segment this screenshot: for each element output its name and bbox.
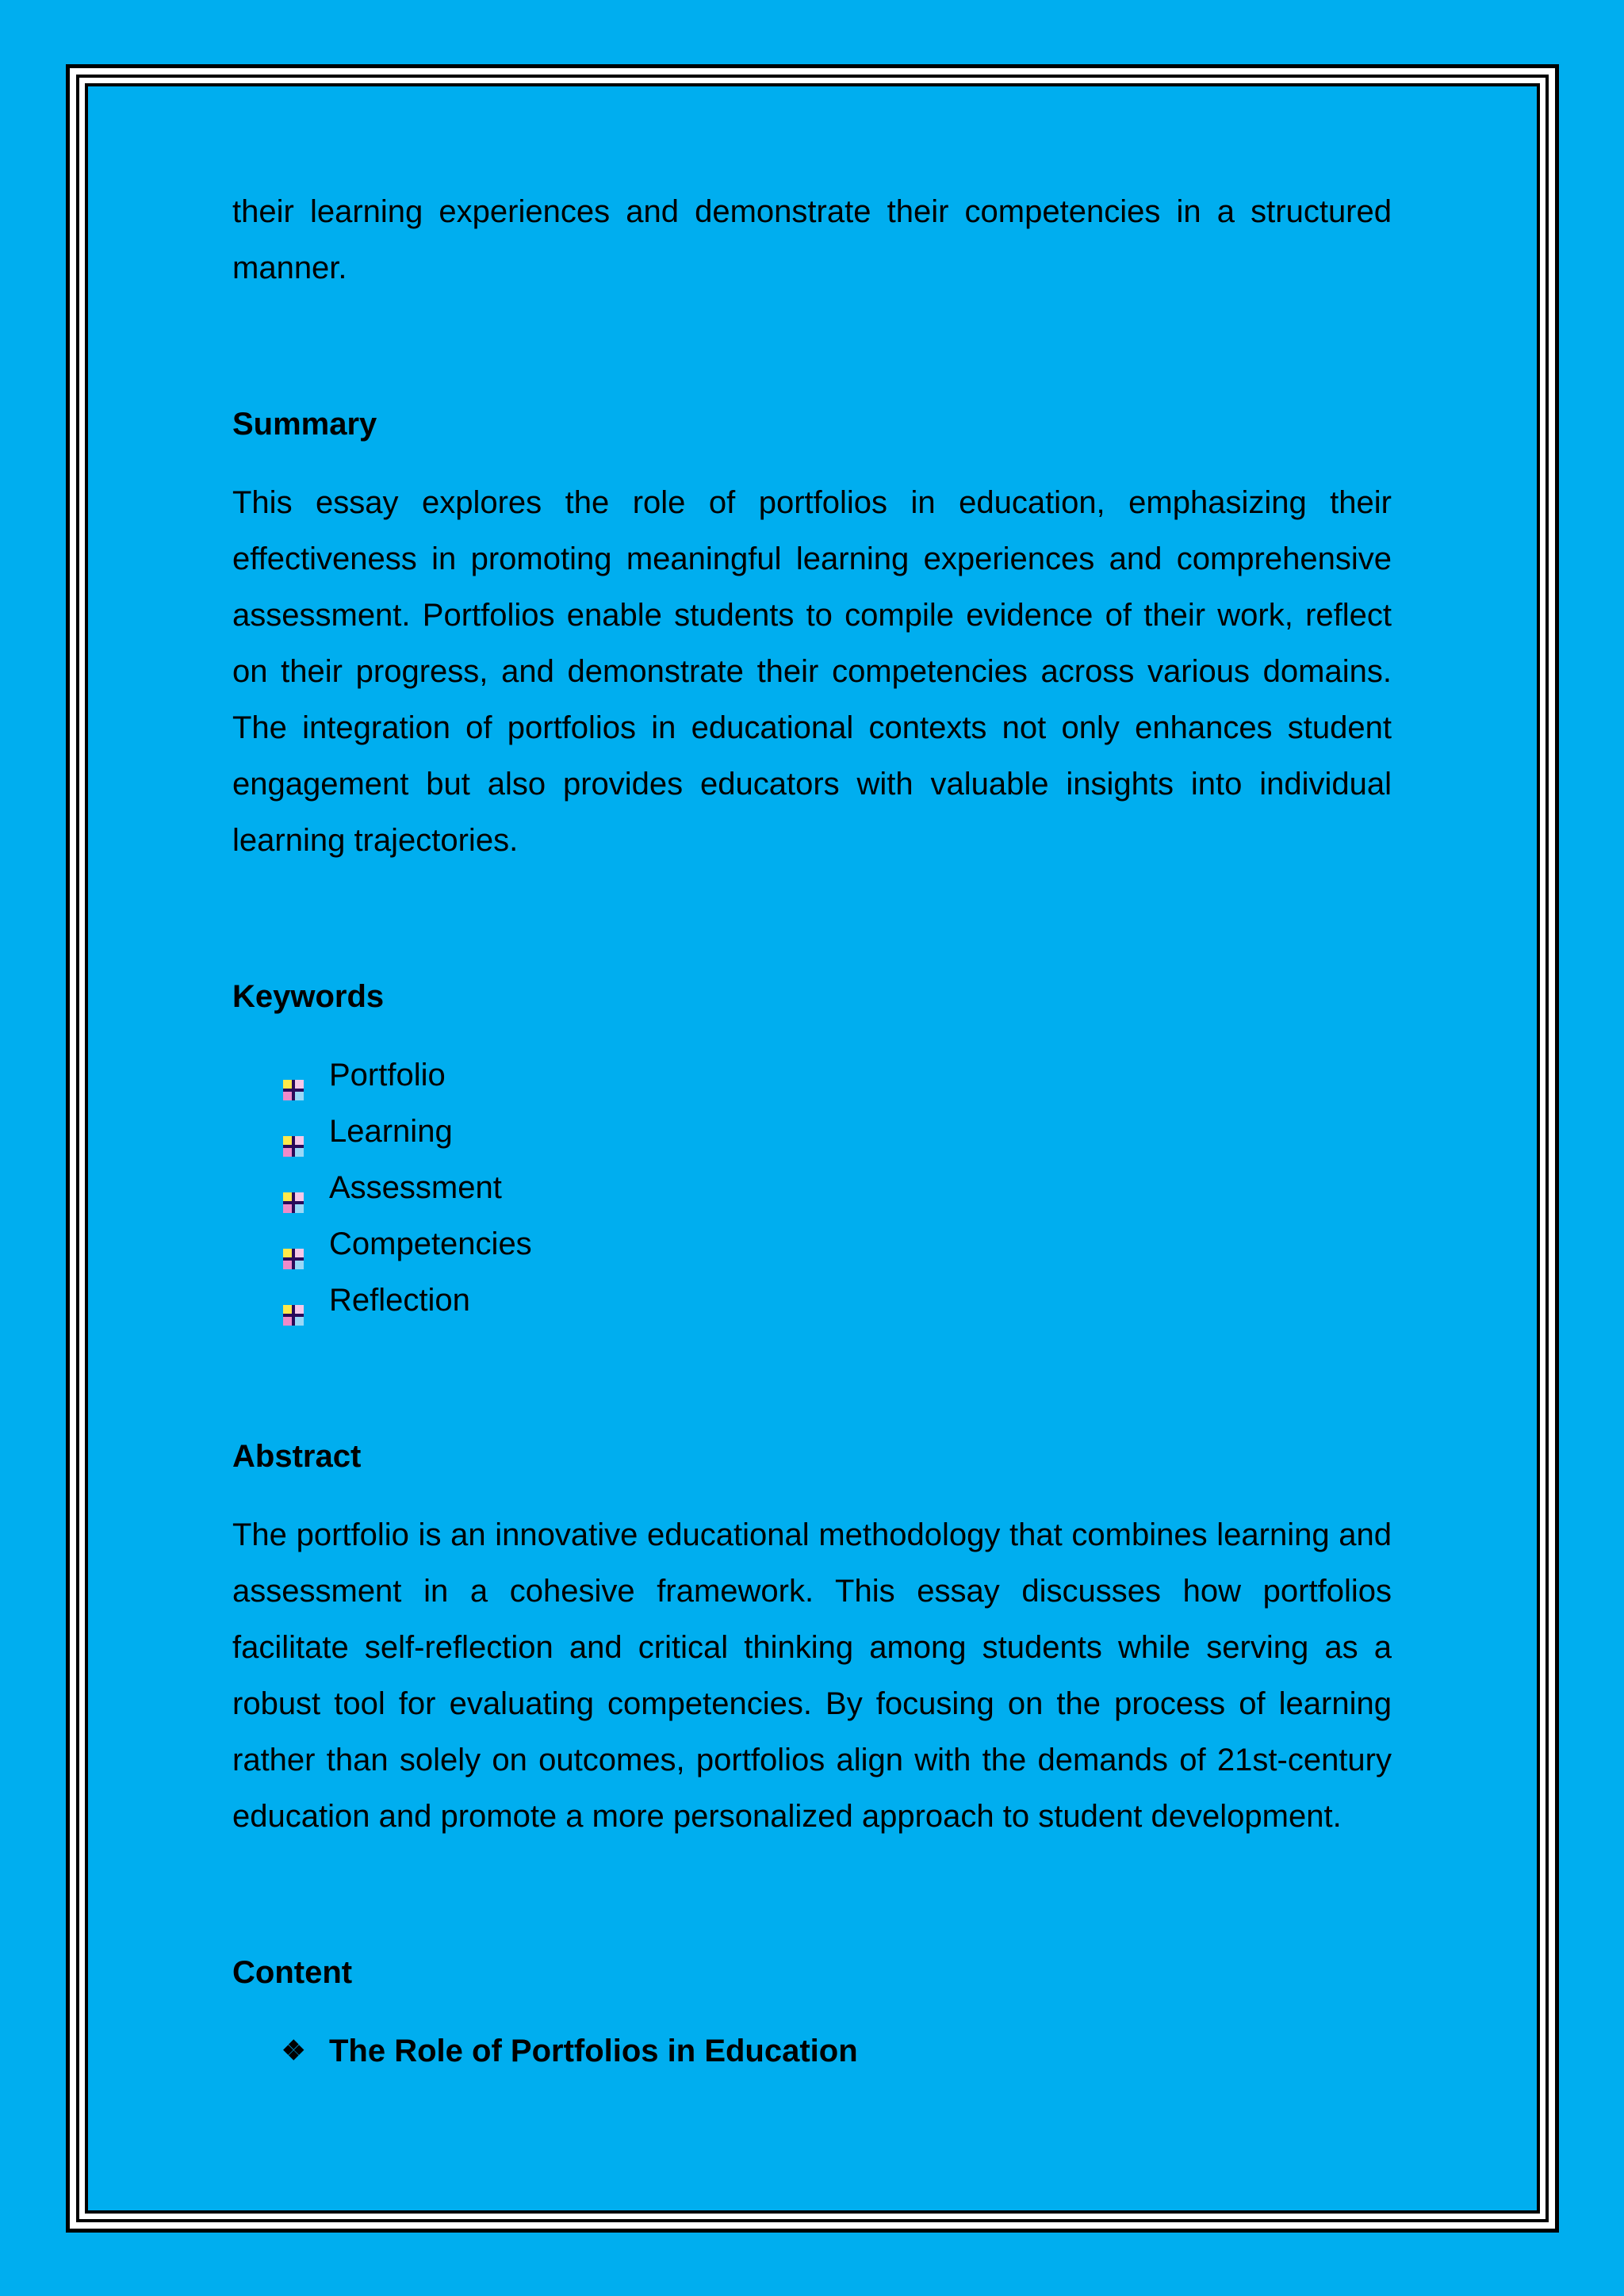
list-item (282, 1104, 1392, 1160)
plus-square-icon (282, 1177, 305, 1200)
keyword-text: Portfolio (329, 1058, 446, 1093)
list-item (282, 1216, 1392, 1272)
keywords-section (232, 969, 1392, 1329)
list-item (232, 2023, 1392, 2080)
summary-heading: Summary (232, 407, 377, 442)
list-item (282, 1047, 1392, 1104)
content-section (232, 1945, 1392, 2080)
list-item (282, 1272, 1392, 1329)
abstract-section (232, 1429, 1392, 1845)
abstract-text: The portfolio is an innovative educational methodology that combines learning and assessment in a cohesive framework. This essay discusses how portfolios facilitate self-reflection and critical thinking among students while serving as a robust tool for evaluating competencies. By focusing on the process of learning rather than solely on outcomes, portfolios align with the demands of 21st-century education and promote a more personalized approach to student development. (232, 1517, 1392, 1834)
document-body (232, 184, 1392, 2080)
content-item-title: The Role of Portfolios in Education (329, 2034, 858, 2068)
keyword-text: Learning (329, 1114, 453, 1149)
keywords-list (232, 1047, 1392, 1329)
keyword-text: Competencies (329, 1226, 532, 1261)
summary-text: This essay explores the role of portfolios in education, emphasizing their effectiveness in promoting meaningful learning experiences and comprehensive assessment. Portfolios enable students to compile evidence of their work, reflect on their progress, and demonstrate their competencies across various domains. The integration of portfolios in educational contexts not only enhances student engagement but also provides educators with valuable insights into individual learning trajectories. (232, 485, 1392, 858)
plus-square-icon (282, 1064, 305, 1088)
intro-paragraph: their learning experiences and demonstrate their competencies in a structured manner. (232, 194, 1392, 285)
keyword-text: Reflection (329, 1283, 470, 1318)
content-heading: Content (232, 1955, 353, 1990)
keyword-text: Assessment (329, 1170, 502, 1205)
summary-section (232, 396, 1392, 869)
list-item (282, 1160, 1392, 1216)
plus-square-icon (282, 1289, 305, 1313)
keywords-heading: Keywords (232, 979, 385, 1014)
plus-square-icon (282, 1120, 305, 1144)
four-diamond-icon: ❖ (282, 2036, 306, 2066)
abstract-heading: Abstract (232, 1439, 362, 1474)
plus-square-icon (282, 1233, 305, 1257)
